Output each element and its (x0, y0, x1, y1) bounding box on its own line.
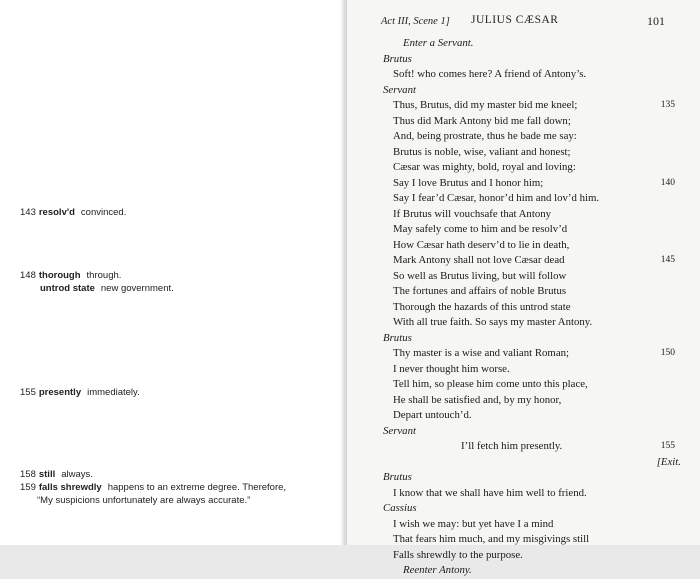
verse-text: I’ll fetch him presently. (461, 440, 563, 452)
verse-text: That fears him much, and my misgivings still (393, 533, 590, 545)
stage-direction-text: Enter a Servant. (403, 37, 474, 49)
verse-text: And, being prostrate, thus he bade me say: (393, 130, 577, 142)
play-text (383, 36, 683, 579)
note-gloss-2: new government. (100, 283, 174, 294)
verse-text: Say I love Brutus and I honor him; (393, 176, 544, 189)
note-gloss: convinced. (80, 207, 127, 218)
verse-line (383, 548, 683, 564)
verse-line (383, 377, 683, 393)
verse-line (383, 517, 683, 533)
verse-line (383, 532, 683, 548)
verse-text: With all true faith. So says my master Antony. (393, 316, 593, 328)
speaker-name (383, 83, 683, 99)
line-number: 145 (660, 255, 675, 265)
verse-text: Thus, Brutus, did my master bid me kneel; (393, 99, 578, 111)
verse-line (383, 207, 683, 223)
verse-line (383, 98, 683, 114)
verse-line (383, 238, 683, 254)
running-header-title: JULIUS CÆSAR (471, 14, 559, 26)
speaker-name (383, 501, 683, 517)
note-159 (20, 481, 320, 507)
verse-line (383, 300, 683, 316)
verse-text: Falls shrewdly to the purpose. (393, 548, 523, 561)
note-term: falls shrewdly (38, 482, 102, 493)
verse-text: Thus did Mark Antony bid me fall down; (393, 114, 571, 127)
note-term: presently (38, 387, 82, 398)
verse-text: Soft! who comes here? A friend of Antony’s. (393, 68, 587, 80)
note-148 (20, 269, 320, 295)
verse-text: Tell him, so please him come unto this place, (393, 378, 588, 390)
stage-direction (383, 36, 683, 52)
note-gloss: always. (61, 469, 93, 480)
note-term: resolv'd (38, 207, 75, 218)
verse-line (383, 362, 683, 378)
left-page (0, 0, 346, 545)
note-term: thorough (38, 270, 81, 281)
verse-text: I know that we shall have him well to friend. (393, 486, 587, 499)
verse-text: He shall be satisfied and, by my honor, (393, 393, 562, 406)
note-gloss: immediately. (87, 387, 140, 398)
verse-text: May safely come to him and be resolv’d (393, 223, 568, 235)
stage-direction-exit: [Exit. (656, 455, 681, 468)
verse-line (383, 145, 683, 161)
verse-line (383, 114, 683, 130)
right-page (346, 0, 700, 576)
verse-line (383, 346, 683, 362)
stage-direction (383, 563, 683, 579)
note-155 (20, 386, 320, 399)
text-line (383, 455, 683, 471)
note-gloss-2: “My suspicions unfortunately are always accurate.” (37, 495, 251, 506)
speaker-label: Brutus (383, 331, 412, 344)
speaker-name (383, 470, 683, 486)
note-143 (20, 206, 320, 219)
line-number: 150 (660, 348, 675, 358)
verse-line (383, 253, 683, 269)
verse-text: Mark Antony shall not love Cæsar dead (393, 254, 565, 266)
verse-line (383, 315, 683, 331)
verse-line (383, 67, 683, 83)
note-line-number: 158 (20, 469, 36, 480)
speaker-label: Cassius (383, 502, 417, 514)
verse-line (383, 269, 683, 285)
verse-line (383, 191, 683, 207)
verse-text: The fortunes and affairs of noble Brutus (393, 285, 567, 297)
speaker-name (383, 424, 683, 440)
verse-line (383, 284, 683, 300)
verse-text: I never thought him worse. (393, 362, 510, 375)
verse-text: Cæsar was mighty, bold, royal and loving: (393, 161, 576, 173)
verse-text: Brutus is noble, wise, valiant and honest; (393, 145, 571, 158)
verse-line (383, 176, 683, 192)
speaker-label: Brutus (383, 471, 412, 483)
verse-text: How Cæsar hath deserv’d to lie in death, (393, 238, 570, 251)
verse-line (383, 439, 683, 455)
speaker-name (383, 52, 683, 68)
speaker-label: Brutus (383, 52, 412, 65)
verse-line (383, 129, 683, 145)
note-gloss: happens to an extreme degree. Therefore, (107, 482, 287, 493)
note-term: still (38, 469, 56, 480)
line-number: 135 (660, 100, 675, 110)
verse-text: Thorough the hazards of this untrod state (393, 300, 571, 313)
note-gloss: through. (86, 270, 122, 281)
note-line-number: 159 (20, 482, 36, 493)
verse-line (383, 393, 683, 409)
verse-line (383, 160, 683, 176)
speaker-label: Servant (383, 83, 416, 96)
verse-text: So well as Brutus living, but will follow (393, 269, 567, 282)
verse-text: I wish we may: but yet have I a mind (393, 517, 554, 530)
running-header-act: Act III, Scene 1] (381, 16, 450, 27)
verse-text: If Brutus will vouchsafe that Antony (393, 207, 552, 220)
note-term-2: untrod state (40, 283, 95, 294)
speaker-name (383, 331, 683, 347)
line-number: 140 (660, 177, 675, 188)
line-number: 155 (660, 441, 675, 451)
verse-line (383, 408, 683, 424)
verse-line (383, 486, 683, 502)
verse-text: Depart untouch’d. (393, 409, 472, 421)
verse-text: Thy master is a wise and valiant Roman; (393, 347, 570, 359)
note-line-number: 143 (20, 207, 36, 218)
verse-text: Say I fear’d Cæsar, honor’d him and lov’d him. (393, 192, 600, 204)
stage-direction-text: Reenter Antony. (403, 564, 472, 576)
note-158 (20, 468, 320, 481)
note-line-number: 148 (20, 270, 36, 281)
note-line-number: 155 (20, 387, 36, 398)
page-number: 101 (647, 14, 665, 28)
speaker-label: Servant (383, 424, 416, 437)
verse-line (383, 222, 683, 238)
